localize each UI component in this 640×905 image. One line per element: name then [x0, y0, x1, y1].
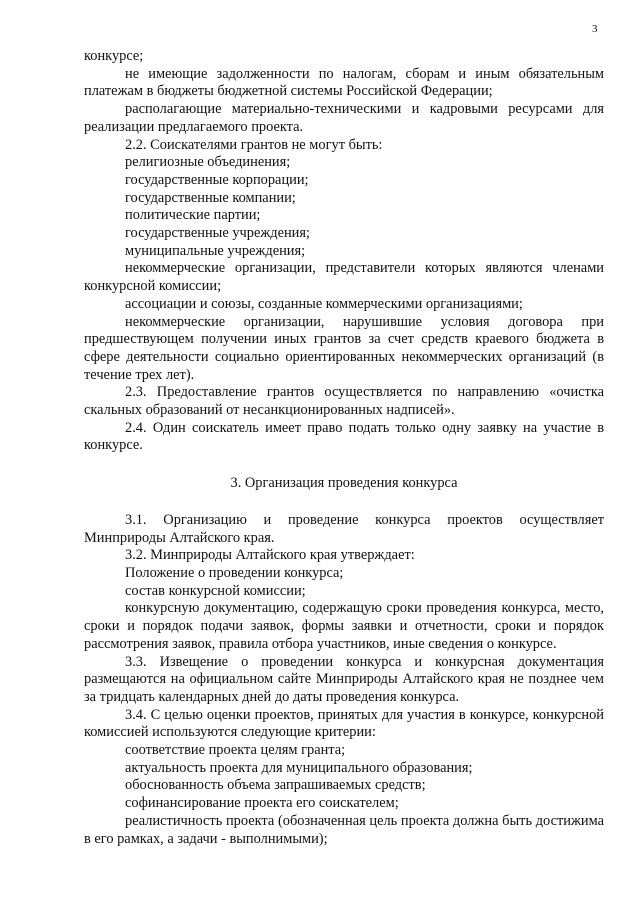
paragraph: некоммерческие организации, представители которых являются членами конкурсной комиссии;: [84, 260, 604, 295]
page-number: 3: [592, 23, 598, 35]
paragraph: 2.2. Соискателями грантов не могут быть:: [125, 136, 383, 153]
paragraph: Положение о проведении конкурса;: [125, 564, 344, 581]
paragraph: обоснованность объема запрашиваемых средств;: [125, 777, 426, 794]
paragraph: ассоциации и союзы, созданные коммерческими организациями;: [125, 295, 523, 312]
section-heading: 3. Организация проведения конкурса: [230, 475, 458, 492]
document-body: [84, 48, 604, 848]
paragraph: религиозные объединения;: [125, 154, 291, 171]
paragraph: муниципальные учреждения;: [125, 242, 306, 259]
section-2-continued: [84, 48, 604, 455]
paragraph: состав конкурсной комиссии;: [125, 582, 306, 599]
paragraph: реалистичность проекта (обозначенная цель проекта должна быть достижима в его рамках, а задачи - выполнимыми);: [84, 812, 604, 847]
paragraph: конкурсе;: [84, 48, 144, 64]
paragraph: конкурсную документацию, содержащую сроки проведения конкурса, место, сроки и порядок подачи заявок, формы заявки и отчетности, сроки и порядок рассмотрения заявок, правила отбора участников, иные сведения о конкурсе.: [84, 600, 604, 652]
paragraph: располагающие материально-техническими и кадровыми ресурсами для реализации предлагаемого проекта.: [84, 101, 604, 135]
paragraph: некоммерческие организации, нарушившие условия договора при предшествующем получении иных грантов за счет средств краевого бюджета в сфере деятельности социально ориентированных некоммерческих организаций (в течение трех лет).: [84, 313, 604, 383]
paragraph: 2.3. Предоставление грантов осуществляется по направлению «очистка скальных образований от несанкционированных надписей».: [84, 384, 604, 419]
paragraph: государственные компании;: [125, 189, 296, 206]
paragraph: 3.1. Организацию и проведение конкурса проектов осуществляет Минприроды Алтайского края.: [84, 511, 604, 546]
section-3-body: [84, 512, 604, 848]
paragraph: актуальность проекта для муниципального образования;: [125, 759, 473, 776]
paragraph: политические партии;: [125, 207, 261, 224]
paragraph: соответствие проекта целям гранта;: [125, 742, 346, 759]
paragraph: 3.4. С целью оценки проектов, принятых для участия в конкурсе, конкурсной комиссией используются следующие критерии:: [84, 706, 604, 741]
paragraph: государственные учреждения;: [125, 225, 311, 242]
paragraph: не имеющие задолженности по налогам, сборам и иным обязательным платежам в бюджеты бюджетной системы Российской Федерации;: [84, 65, 604, 100]
paragraph: софинансирование проекта его соискателем;: [125, 795, 399, 812]
paragraph: 3.2. Минприроды Алтайского края утверждает:: [125, 547, 415, 564]
paragraph: государственные корпорации;: [125, 171, 309, 188]
paragraph: 3.3. Извещение о проведении конкурса и конкурсная документация размещаются на официальном сайте Минприроды Алтайского края не позднее чем за тридцать календарных дней до даты проведения конкурса.: [84, 653, 604, 705]
paragraph: 2.4. Один соискатель имеет право подать только одну заявку на участие в конкурсе.: [84, 419, 604, 454]
